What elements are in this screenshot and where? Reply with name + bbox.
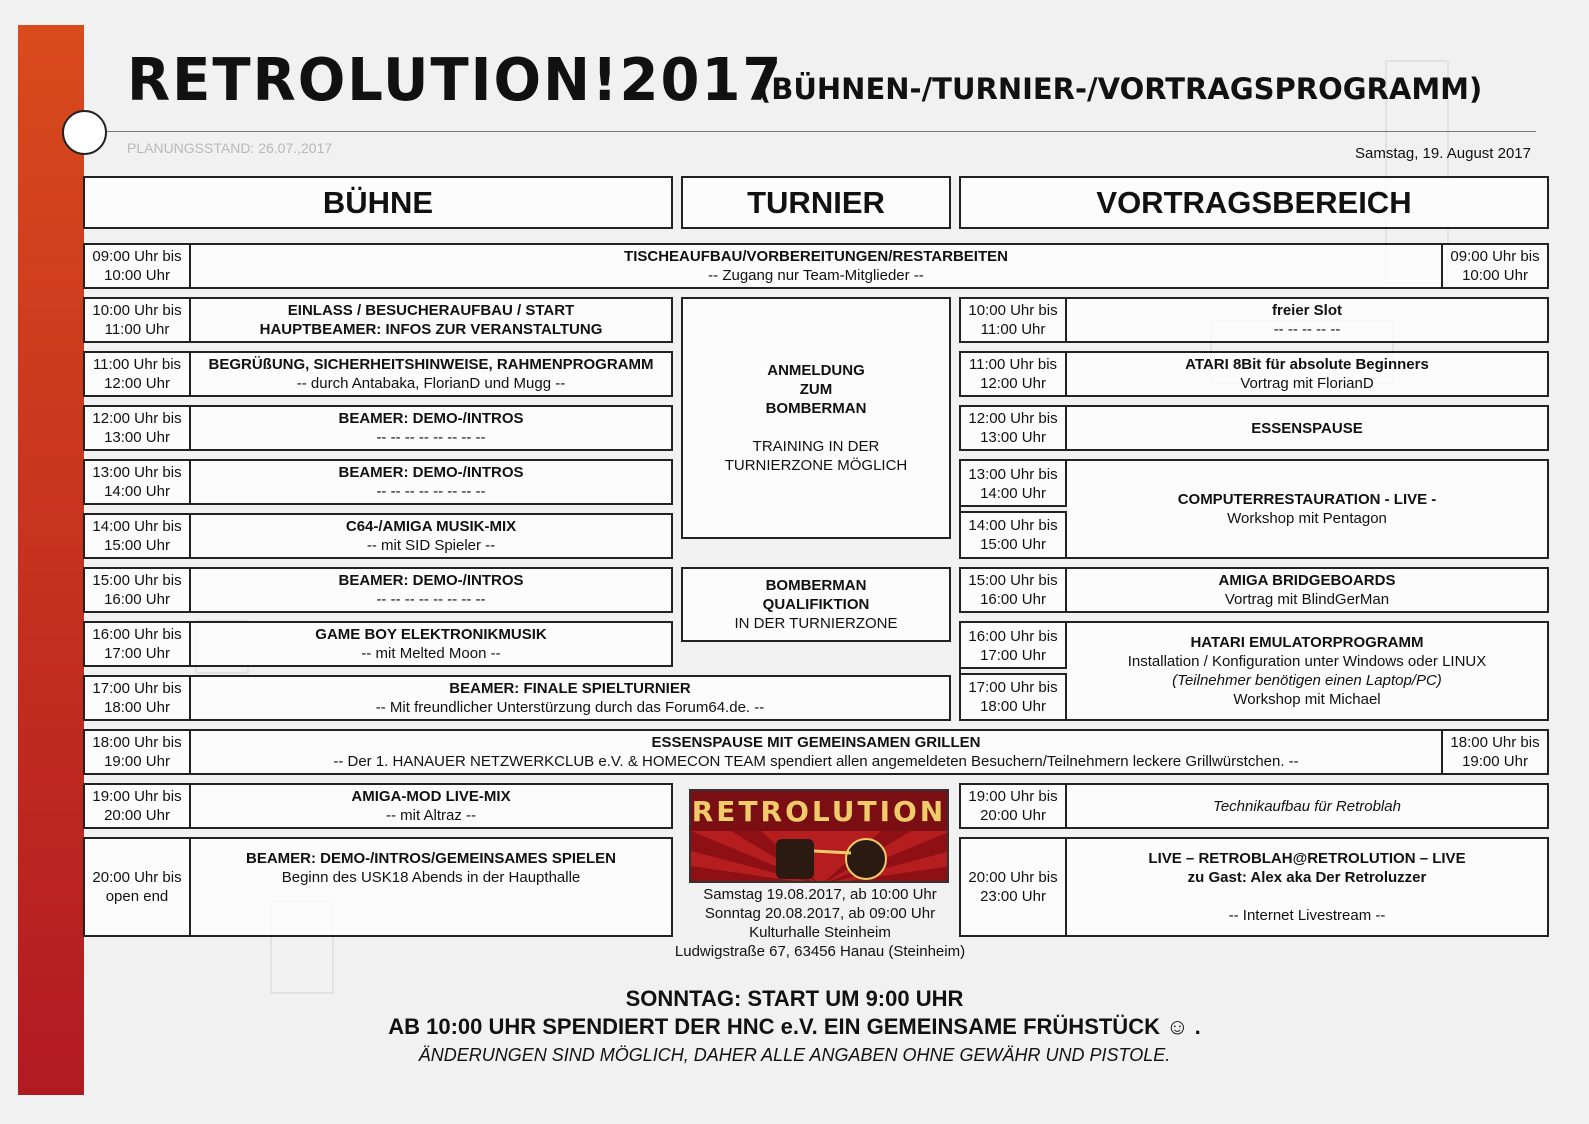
talk-event: freier Slot -- -- -- -- --: [1271, 302, 1343, 338]
time-divider: [961, 667, 1067, 675]
stage-event: EINLASS / BESUCHERAUFBAU / START HAUPTBEAMER: INFOS ZUR VERANSTALTUNG: [259, 302, 603, 338]
setup-content: TISCHEAUFBAU/VORBEREITUNGEN/RESTARBEITEN -- Zugang nur Team-Mitglieder --: [624, 248, 1008, 284]
time-slot: 18:00 Uhr bis 19:00 Uhr: [1441, 731, 1547, 773]
talk-slot: [959, 621, 1549, 721]
time-slot: 11:00 Uhr bis 12:00 Uhr: [961, 353, 1067, 395]
sunday-start: SONNTAG: START UM 9:00 UHR: [625, 986, 964, 1011]
stage-slot: [83, 297, 673, 343]
stage-event: BEAMER: FINALE SPIELTURNIER -- Mit freundlicher Unterstürzung durch das Forum64.de. --: [375, 680, 765, 716]
time-slot: 10:00 Uhr bis 11:00 Uhr: [85, 299, 191, 341]
page-title: RETROLUTION!2017: [127, 46, 784, 115]
talk-event: LIVE – RETROBLAH@RETROLUTION – LIVE zu Gast: Alex aka Der Retroluzzer -- Internet Livestream --: [1148, 850, 1466, 924]
dinner-row: [83, 729, 1549, 775]
stage-slot: [83, 675, 951, 721]
time-slot: 15:00 Uhr bis 16:00 Uhr: [85, 569, 191, 611]
stage-event: BEAMER: DEMO-/INTROS/GEMEINSAMES SPIELEN Beginn des USK18 Abends in der Haupthalle: [245, 850, 617, 886]
time-slot: 18:00 Uhr bis 19:00 Uhr: [85, 731, 191, 773]
stage-event: AMIGA-MOD LIVE-MIX -- mit Altraz --: [351, 788, 511, 824]
talk-slot: [959, 351, 1549, 397]
stage-event: BEAMER: DEMO-/INTROS -- -- -- -- -- -- -- --: [338, 572, 524, 608]
time-slot: 13:00 Uhr bis 14:00 Uhr: [85, 461, 191, 503]
page-subtitle: (BÜHNEN-/TURNIER-/VORTRAGSPROGRAMM): [758, 72, 1483, 106]
stage-slot: [83, 405, 673, 451]
talk-event: AMIGA BRIDGEBOARDS Vortrag mit BlindGerMan: [1218, 572, 1396, 608]
talk-slot: [959, 783, 1549, 829]
time-slot: 17:00 Uhr bis 18:00 Uhr: [961, 675, 1067, 719]
time-slot: 12:00 Uhr bis 13:00 Uhr: [961, 407, 1067, 449]
talk-event: COMPUTERRESTAURATION - LIVE - Workshop mit Pentagon: [1177, 491, 1437, 527]
talk-slot: [959, 405, 1549, 451]
talk-slot: [959, 567, 1549, 613]
stage-slot: [83, 621, 673, 667]
time-slot: 20:00 Uhr bis open end: [85, 839, 191, 935]
talk-event: ATARI 8Bit für absolute Beginners Vortrag mit FlorianD: [1185, 356, 1429, 392]
stage-slot: [83, 351, 673, 397]
talk-event: ESSENSPAUSE: [1251, 419, 1363, 437]
breakfast-note: AB 10:00 UHR SPENDIERT DER HNC e.V. EIN GEMEINSAME FRÜHSTÜCK ☺ .: [388, 1014, 1201, 1039]
accent-bar: [18, 25, 84, 1095]
column-header-talks: VORTRAGSBEREICH: [959, 176, 1549, 229]
time-divider: [961, 505, 1067, 513]
time-slot: 13:00 Uhr bis 14:00 Uhr: [961, 461, 1067, 507]
time-slot: 17:00 Uhr bis 18:00 Uhr: [85, 677, 191, 719]
time-slot: 11:00 Uhr bis 12:00 Uhr: [85, 353, 191, 395]
talk-slot: [959, 459, 1549, 559]
stage-slot: [83, 567, 673, 613]
column-header-stage: BÜHNE: [83, 176, 673, 229]
retrolution-logo: [689, 789, 949, 883]
stage-event: BEAMER: DEMO-/INTROS -- -- -- -- -- -- -- --: [338, 410, 524, 446]
planning-status: PLANUNGSSTAND: 26.07.,2017: [127, 140, 333, 156]
stage-slot: [83, 459, 673, 505]
time-slot: 19:00 Uhr bis 20:00 Uhr: [961, 785, 1067, 827]
time-slot: 09:00 Uhr bis 10:00 Uhr: [85, 245, 191, 287]
talk-slot: [959, 837, 1549, 937]
tournament-registration: ANMELDUNG ZUM BOMBERMAN TRAINING IN DER TURNIERZONE MÖGLICH: [681, 297, 951, 539]
time-slot: 14:00 Uhr bis 15:00 Uhr: [961, 513, 1067, 557]
header-rule: [106, 131, 1536, 132]
time-slot: 16:00 Uhr bis 17:00 Uhr: [961, 623, 1067, 669]
time-slot: 16:00 Uhr bis 17:00 Uhr: [85, 623, 191, 665]
talk-event: HATARI EMULATORPROGRAMM Installation / Konfiguration unter Windows oder LINUX (Teilnehmer benötigen einen Laptop/PC) Workshop mit Michael: [1127, 634, 1487, 708]
stage-event: GAME BOY ELEKTRONIKMUSIK -- mit Melted Moon --: [315, 626, 547, 662]
time-slot: 14:00 Uhr bis 15:00 Uhr: [85, 515, 191, 557]
time-slot: 09:00 Uhr bis 10:00 Uhr: [1441, 245, 1547, 287]
talk-event: Technikaufbau für Retroblah: [1213, 797, 1401, 815]
time-slot: 20:00 Uhr bis 23:00 Uhr: [961, 839, 1067, 935]
header-circle: [62, 110, 107, 155]
time-slot: 19:00 Uhr bis 20:00 Uhr: [85, 785, 191, 827]
tournament-qualification: BOMBERMAN QUALIFIKTION IN DER TURNIERZONE: [681, 567, 951, 642]
column-header-tournament: TURNIER: [681, 176, 951, 229]
time-slot: 15:00 Uhr bis 16:00 Uhr: [961, 569, 1067, 611]
stage-event: C64-/AMIGA MUSIK-MIX -- mit SID Spieler --: [345, 518, 517, 554]
time-slot: 10:00 Uhr bis 11:00 Uhr: [961, 299, 1067, 341]
stage-event: BEAMER: DEMO-/INTROS -- -- -- -- -- -- -- --: [338, 464, 524, 500]
event-date: Samstag, 19. August 2017: [1355, 145, 1531, 162]
disclaimer: ÄNDERUNGEN SIND MÖGLICH, DAHER ALLE ANGABEN OHNE GEWÄHR UND PISTOLE.: [418, 1045, 1171, 1065]
talk-slot: [959, 297, 1549, 343]
stage-event: BEGRÜßUNG, SICHERHEITSHINWEISE, RAHMENPROGRAMM -- durch Antabaka, FlorianD und Mugg --: [208, 356, 654, 392]
stage-slot: [83, 837, 673, 937]
dinner-content: ESSENSPAUSE MIT GEMEINSAMEN GRILLEN -- Der 1. HANAUER NETZWERKCLUB e.V. & HOMECON TEAM spendiert allen angemeldeten Besuchern/Teilnehmern leckere Grillwürstchen. --: [333, 734, 1299, 770]
stage-slot: [83, 783, 673, 829]
venue-info: Samstag 19.08.2017, ab 10:00 Uhr Sonntag 20.08.2017, ab 09:00 Uhr Kulturhalle Steinheim Ludwigstraße 67, 63456 Hanau (Steinheim): [674, 886, 966, 960]
time-slot: 12:00 Uhr bis 13:00 Uhr: [85, 407, 191, 449]
logo-text: RETROLUTION: [691, 795, 947, 828]
setup-row: [83, 243, 1549, 289]
stage-slot: [83, 513, 673, 559]
